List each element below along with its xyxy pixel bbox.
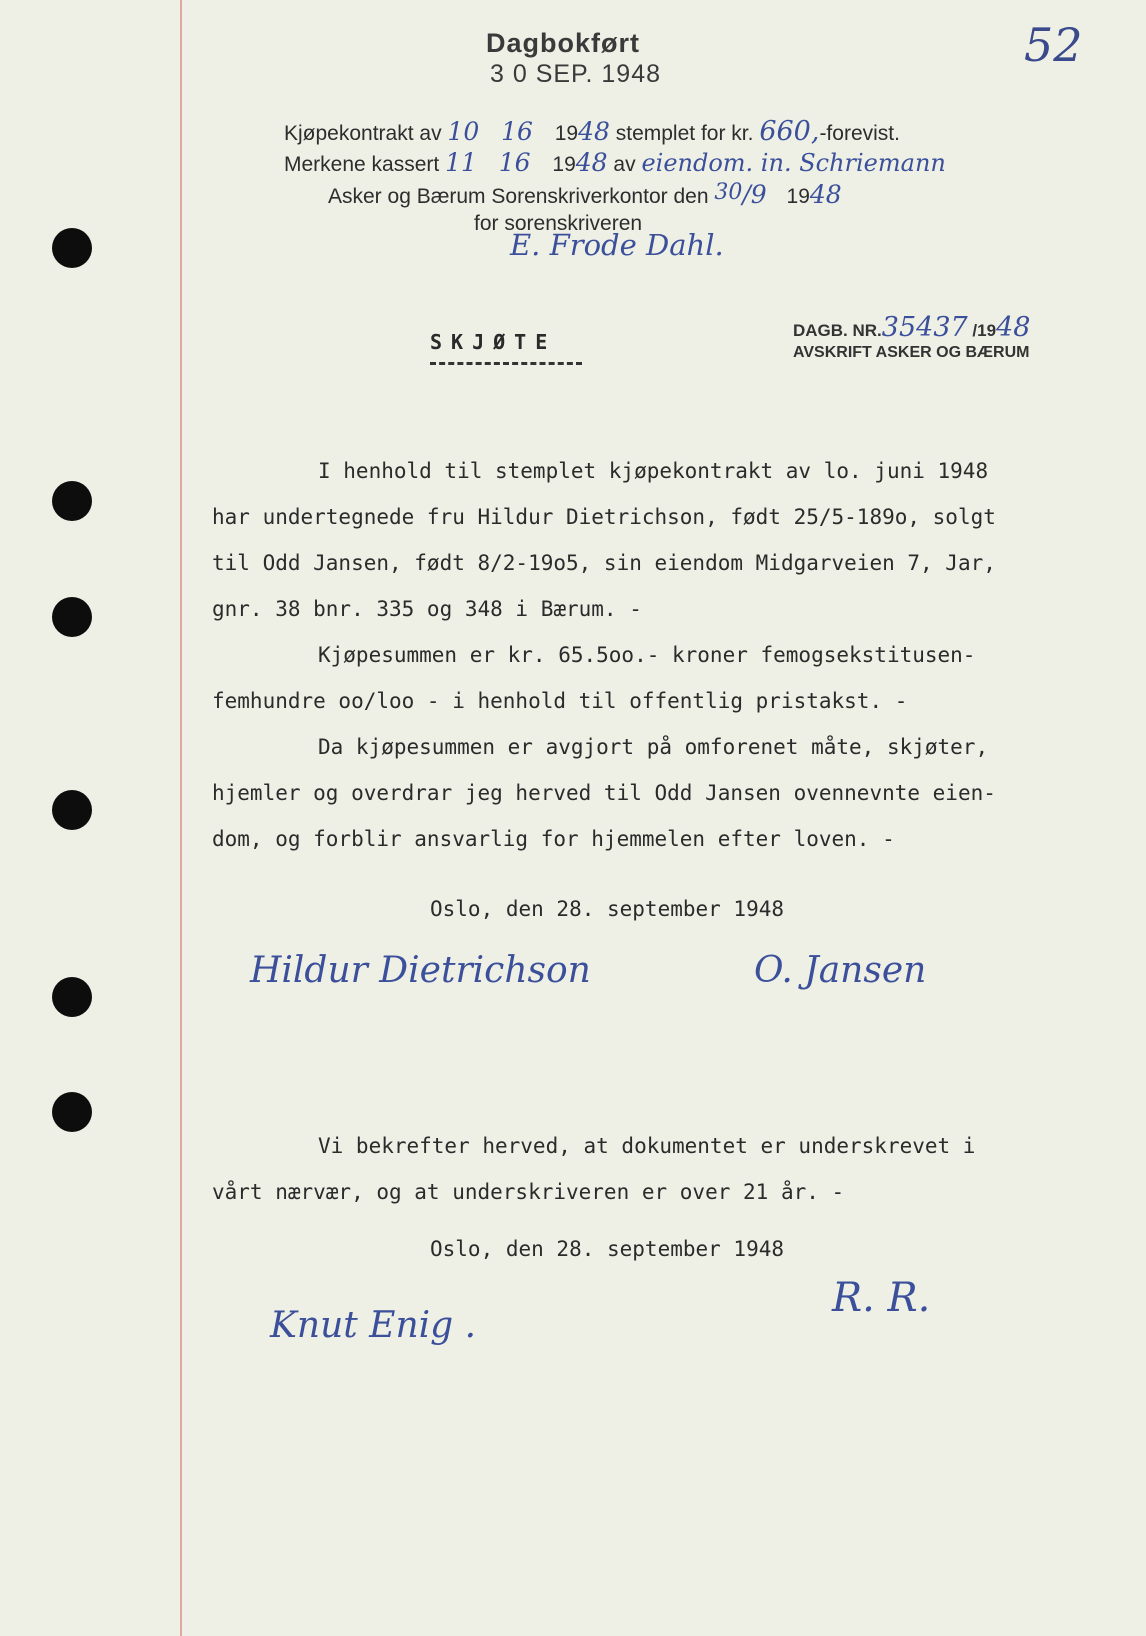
margin-line xyxy=(180,0,182,1636)
sorenskriver-day: 30 xyxy=(714,180,743,205)
kontrakt-year: 48 xyxy=(578,117,610,146)
sorenskriver-label: Asker og Bærum Sorenskriverkontor den xyxy=(328,185,709,208)
merkene-month: 16 xyxy=(498,148,531,177)
kontrakt-line-2 xyxy=(284,148,946,177)
dagbokfort-date: 3 0 SEP. 1948 xyxy=(490,60,662,88)
sorenskriver-year-prefix: 19 xyxy=(786,185,810,208)
kontrakt-line-1 xyxy=(284,116,900,147)
kontrakt-day: 10 xyxy=(447,117,480,146)
kontrakt-line-3: Asker og Bærum Sorenskriverkontor den 30/9 1948 xyxy=(328,180,842,209)
merkene-day: 11 xyxy=(445,148,477,177)
merkene-handwriting: eiendom. in. Schriemann xyxy=(641,149,946,177)
witness-signature-2: R. R. xyxy=(832,1275,931,1321)
dagb-year: 48 xyxy=(996,312,1031,343)
dagbokfort-stamp: Dagbokført xyxy=(486,28,640,58)
kontrakt-label: Kjøpekontrakt av xyxy=(284,122,442,145)
avskrift-stamp: AVSKRIFT ASKER OG BÆRUM xyxy=(793,344,1030,361)
buyer-signature: O. Jansen xyxy=(754,950,927,991)
kontrakt-forevist: -forevist. xyxy=(819,122,900,145)
body-line: hjemler og overdrar jeg herved til Odd Jansen ovennevnte eien- xyxy=(212,781,996,805)
merkene-av: av xyxy=(613,153,636,176)
dagb-stamp xyxy=(793,312,1030,343)
punch-hole xyxy=(52,597,92,637)
merkene-year-prefix: 19 xyxy=(552,153,576,176)
body-line: Kjøpesummen er kr. 65.5oo.- kroner femogsekstitusen- xyxy=(318,643,976,667)
page-number: 52 xyxy=(1024,18,1083,72)
title-underline xyxy=(430,362,582,365)
punch-hole xyxy=(52,228,92,268)
body-line: gnr. 38 bnr. 335 og 348 i Bærum. - xyxy=(212,597,642,621)
kontrakt-amount: 660, xyxy=(759,116,820,147)
for-sorenskriveren: for sorenskriveren xyxy=(474,212,643,235)
punch-hole xyxy=(52,977,92,1017)
kontrakt-stamped-label: stemplet for kr. xyxy=(615,122,754,145)
dagb-number: 35437 xyxy=(881,312,968,343)
body-line: femhundre oo/loo - i henhold til offentlig pristakst. - xyxy=(212,689,908,713)
body-line: Da kjøpesummen er avgjort på omforenet måte, skjøter, xyxy=(318,735,989,759)
punch-hole xyxy=(52,790,92,830)
place-date-2: Oslo, den 28. september 1948 xyxy=(430,1237,785,1261)
place-date-1: Oslo, den 28. september 1948 xyxy=(430,897,785,921)
body-line: har undertegnede fru Hildur Dietrichson, født 25/5-189o, solgt xyxy=(212,505,996,529)
body-line: dom, og forblir ansvarlig for hjemmelen efter loven. - xyxy=(212,827,895,851)
seller-signature: Hildur Dietrichson xyxy=(250,950,591,991)
merkene-year: 48 xyxy=(575,148,608,177)
kontrakt-year-prefix: 19 xyxy=(554,122,579,145)
document-title: SKJØTE xyxy=(430,330,557,354)
dagb-year-prefix: /19 xyxy=(972,321,997,340)
witness-line: vårt nærvær, og at underskriveren er over 21 år. - xyxy=(212,1180,845,1204)
sorenskriver-signature: E. Frode Dahl. xyxy=(510,228,724,262)
merkene-label: Merkene kassert xyxy=(284,153,440,176)
punch-hole xyxy=(52,1092,92,1132)
body-line: til Odd Jansen, født 8/2-19o5, sin eiendom Midgarveien 7, Jar, xyxy=(212,551,996,575)
witness-line: Vi bekrefter herved, at dokumentet er underskrevet i xyxy=(318,1134,976,1158)
dagb-label: DAGB. NR. xyxy=(793,321,882,340)
body-line: I henhold til stemplet kjøpekontrakt av lo. juni 1948 xyxy=(318,459,989,483)
sorenskriver-year: 48 xyxy=(809,180,842,209)
sorenskriver-month: 9 xyxy=(750,180,767,209)
kontrakt-month: 16 xyxy=(501,117,533,146)
punch-hole xyxy=(52,481,92,521)
witness-signature-1: Knut Enig . xyxy=(270,1305,477,1346)
